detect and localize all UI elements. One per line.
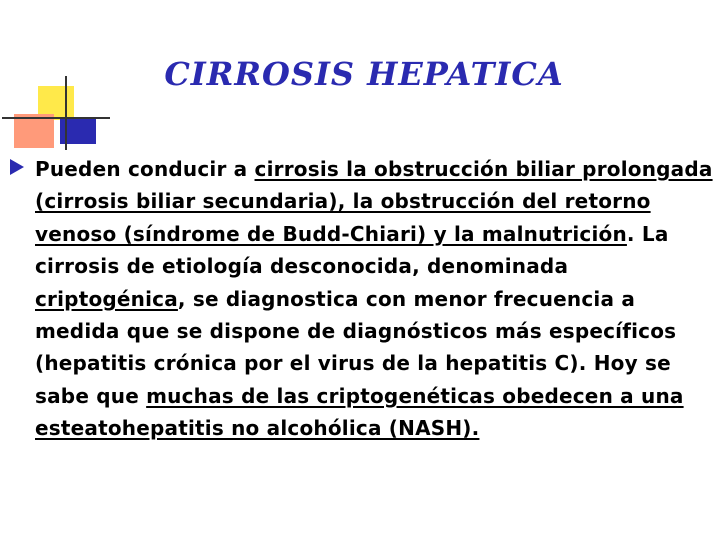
body-paragraph xyxy=(35,153,722,445)
paragraph-text: . La cirrosis de etiología desconocida, denominada xyxy=(35,221,669,279)
paragraph-link-cryptogenic[interactable]: criptogénica xyxy=(35,286,178,311)
paragraph-link-nash[interactable]: muchas de las criptogenéticas obedecen a una esteatohepatitis no alcohólica (NASH). xyxy=(35,383,684,441)
paragraph-text: Pueden conducir a xyxy=(35,157,255,181)
paragraph-link-obstruction[interactable]: cirrosis la obstrucción biliar prolongada (cirrosis biliar secundaria), la obstrucción del retorno venoso (síndrome de Budd-Chiari) y la malnutrición xyxy=(35,157,713,246)
square-bullet-icon xyxy=(10,159,24,175)
slide-title: CIRROSIS HEPATICA xyxy=(164,55,564,93)
paragraph-text: , se diagnostica con menor frecuencia a medida que se dispone de diagnósticos más específicos (hepatitis crónica por el virus de la hepatitis C). Hoy se sabe que xyxy=(35,286,677,408)
slide-body xyxy=(10,153,722,445)
